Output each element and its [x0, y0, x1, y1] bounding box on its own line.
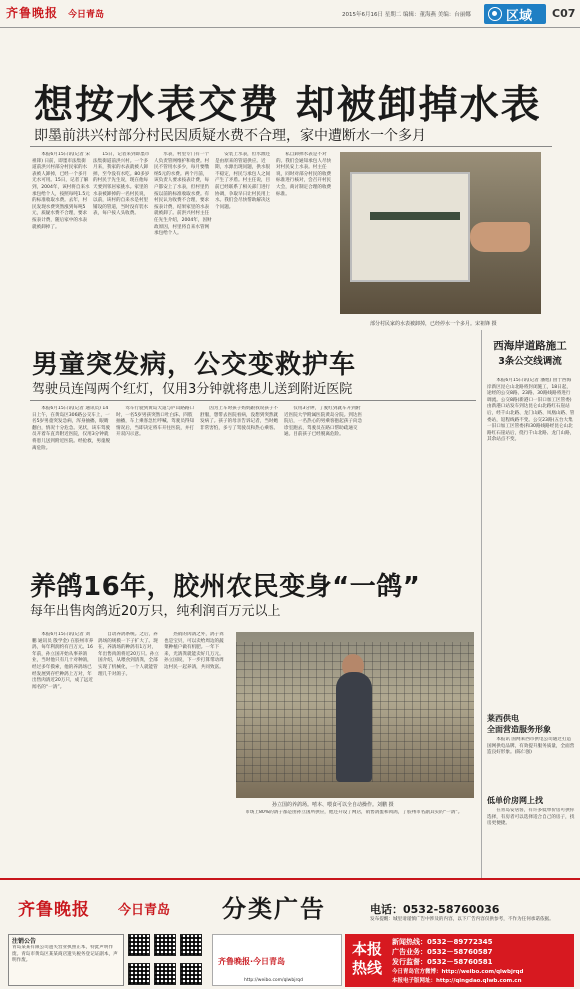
- story1-subhead: 即墨前洪兴村部分村民因质疑水费不合理，家中遭断水一个多月: [34, 128, 426, 144]
- story3-column-3: [164, 632, 226, 872]
- hotline-weibo[interactable]: 今日青岛官方微博：http://weibo.com/qlwbjrqd: [392, 969, 524, 975]
- banner-divider: [0, 878, 580, 880]
- header-divider: [0, 27, 580, 28]
- sidebar-house-headline[interactable]: 低单价房网上找: [487, 796, 543, 805]
- photo-farmer: [336, 672, 372, 782]
- story1-caption: 部分村民家的水表被卸掉，已经停水一个多月。宋祖锋 摄: [370, 321, 497, 327]
- story1-column-3: [154, 152, 212, 334]
- story3-caption: 孙立国的养鸽场。嘻本、喂食可以全自动操作。刘鹏 摄: [272, 802, 394, 808]
- banner-logo-sub: 今日青岛: [118, 903, 171, 918]
- story1-column-1: [32, 152, 90, 334]
- header-logo: 齐鲁晚报: [6, 6, 59, 20]
- story1-text-2: 15日，记者来到即墨市法集街道前洪兴村。一个多月来，我家的水表就被人卸掉，至今没有水吃。80多岁的村民于先生说，现在他每天要到邻居家挑水。家里的水表被卸掉的一名村民说，以前，该村的自来水是村里铺设的管道，当时没有装水表，每户按人头收费。: [93, 152, 150, 217]
- qr-code-icon[interactable]: [128, 963, 150, 985]
- story2-text-4: 仅用3分钟，了驶红到就车开到附近医院大学附属医院黄岛分院。到达医院后，一名热心的男乘客抱起孩子向急诊室跑去，驾驶员在路口帮助疏通交通。目前孩子已经脱离危险。: [284, 406, 363, 438]
- story2-text-3: 因为上车时孩子妈妈跟我说孩子不舒服，想带去医院看病，没想到突然就发病了。孩子的母亲告诉记者，当时她非常害怕，多亏了驾驶员和热心乘客。: [200, 406, 279, 431]
- header-meta: 2015年6月16日 星期二 编辑：董海燕 美编：台丽娜: [342, 12, 471, 18]
- hotline-website[interactable]: 本报电子版网址：http://qingdao.qlwb.com.cn: [392, 978, 522, 984]
- sidebar-house-text: 在青岛安居客，有许多低单价房可供你选择，有房者可以选择适合自己的房子，找房更便捷。: [487, 808, 575, 827]
- sidebar-bus-body: [487, 378, 575, 708]
- region-badge: [484, 4, 546, 24]
- sidebar-power-subhead: 全面营造服务形象: [487, 725, 551, 734]
- story3-text-4: 市场上80%的鸽子都是由孙立国所供应，他还开设了网店，销售鸽蛋和肉鸽，了胶州市名副其实的“一鸽”。: [245, 810, 463, 815]
- photo-hand: [470, 222, 530, 252]
- banner-phone[interactable]: 电话：0532-58760036: [370, 903, 500, 916]
- region-icon: [488, 7, 502, 21]
- notice-heading: 注销公告: [12, 938, 37, 945]
- story2-subhead: 驾驶员连闯两个红灯，仅用3分钟就将患儿送到附近医院: [32, 382, 353, 397]
- story2-column-1: [32, 406, 112, 556]
- sidebar-bus-headline[interactable]: 西海岸道路施工: [493, 340, 567, 352]
- qr-code-icon[interactable]: [128, 934, 150, 956]
- story1-column-2: [93, 152, 151, 334]
- story3-text-3: 热销的肉鸽之外，鸽子粪也是宝贝，可以卖给周边的蔬菜种植户做有机肥。一年下来，光鸽粪就能卖好几万元。孙立国说，下一步打算带动周边村民一起养鸽，共同致富。: [164, 632, 224, 670]
- story1-text-1: 本报6月15日讯(记者 宋祖锋) 日前，即墨市法集街道前洪兴村部分村民家的水表被人卸掉，已经一个多月无水可用。15日，记者了解到，2004年，该村将自来水承包给个人，按照每吨1.5元的标准收取水费。去年，村民发现水费突然涨到每吨5元，质疑水费不合理，要求按表计费，随后家中的水表就被卸掉了。: [32, 152, 90, 230]
- story2-column-2: [116, 406, 196, 556]
- weibo-label: 齐鲁晚报·今日青岛: [218, 957, 286, 966]
- qr-code-icon[interactable]: [154, 934, 176, 956]
- story1-text-4: 安装上水表，但水源还是由原来的管道供应。近期，水源出现问题，供水很不稳定，村民与承包人之间产生了矛盾。村主任说，目前已经联系了相关部门进行协调，争取早日让村民用上水。我们会尽快帮助解决这个问题。: [215, 152, 271, 210]
- notice-body: 青岛某某有限公司遗失营业执照正本，特此声明作废。青岛市黄岛区某某商店遗失税务登记证副本，声明作废。: [12, 945, 118, 964]
- story3-headline[interactable]: 养鸽16年，胶州农民变身“一鸽”: [30, 572, 421, 602]
- hotline-label: 本报热线: [352, 940, 383, 977]
- story2-column-4: [284, 406, 364, 556]
- story1-text-5: 私自卸掉水表是不对的。我们会通知承包人尽快对村民安上水表。村主任说，同时对部分村民的收费标准进行核对，会召开村民大会，商讨制定合理的收费标准。: [276, 152, 332, 197]
- story3-column-2: [98, 632, 160, 872]
- weibo-url[interactable]: http://weibo.com/qlwbjrqd: [244, 978, 303, 983]
- qr-code-icon[interactable]: [180, 963, 202, 985]
- qr-code-icon[interactable]: [154, 963, 176, 985]
- story3-text-2: 自动养鸽系统。之后，养鸽场的规模一下子扩大了。现在，养鸽场的种鸽有1万对，年出售肉鸽将近20万只。孙立国介绍，从喂食到清粪，全部实现了机械化，一个人就能管理几千对鸽子。: [98, 632, 159, 677]
- sidebar-bus-text: 本报6月15日讯(记者 潘旭) 由于西海岸新区昆仑山北路将封闭施工，18日起，途经的公交8路、23路、30路线路将进行调流。公交8路(新港口一旧口加工区管委)由新港口站发车到达昆仑山北路红石崖站后，经千山北路、龙门山路、凤凰山路、管委站，返程线路不变。公交23路(五台大集一旧口加工区管委)和30路线路经昆仑山北路红石崖站后，绕行千山北路、龙门山路，其余站点不变。: [487, 378, 575, 443]
- sidebar-power-headline[interactable]: 莱西供电: [487, 714, 519, 723]
- water-meter-photo[interactable]: [340, 152, 541, 314]
- story1-text-3: 水表，村里专门有一个人负责管网维护和收费。村民不管用水多少，每月要缴纳5元的水费。两个月前，该负责人要求按表计费，每户都安上了水表，但村里仍按以前的标准收取水费。有村民认为收费不合理，要求按表计费，结果家里的水表就被卸了。前洪兴村村主任任先生介绍，2004年，因财政原因，村里将自来水管网承包给个人。: [154, 152, 212, 237]
- qr-code-icon[interactable]: [180, 934, 202, 956]
- hotline-ads[interactable]: 广告业务：0532－58760587: [392, 948, 493, 956]
- story2-column-3: [200, 406, 280, 556]
- sidebar-power-body: [487, 737, 575, 775]
- story1-column-4: [215, 152, 273, 334]
- header-logo-sub: 今日青岛: [68, 10, 105, 20]
- region-label: 区域: [506, 8, 533, 24]
- banner-title: 分类广告: [222, 895, 326, 923]
- pigeon-farm-photo[interactable]: [236, 632, 474, 798]
- hotline-distribution[interactable]: 发行监督：0532－58760581: [392, 958, 493, 966]
- story3-text-1: 本报6月15日讯(记者 刘鹏 通讯员 殷学金) 在胶州市养鸽，每年利润约有百万元。16年前，孙立国开始从事养鸽业，当时他只有几十对种鸽，经过多年摸索，他的养鸽场已经发展到存栏种鸽上万对，年出售肉鸽近20万只，成了远近闻名的“一鸽”。: [32, 632, 94, 690]
- sidebar-divider: [481, 330, 482, 880]
- qr-code-grid: [128, 934, 208, 988]
- banner-logo: 齐鲁晚报: [18, 900, 90, 920]
- sidebar-house-body: [487, 808, 575, 868]
- sidebar-power-text: 本报讯 国网莱西市供电公司通过打造国网供电品牌，有效提升服务质量，全面营造良好形象。(陈仁强): [487, 737, 575, 756]
- story1-headline[interactable]: 想按水表交费 却被卸掉水表: [34, 83, 542, 128]
- story2-headline[interactable]: 男童突发病，公交变救护车: [32, 350, 357, 380]
- story3-subhead: 每年出售肉鸽近20万只，纯利润百万元以上: [30, 604, 281, 619]
- photo-wall: [350, 172, 470, 282]
- sidebar-bus-subhead: 3条公交线调流: [498, 356, 562, 367]
- story3-column-1: [32, 632, 94, 872]
- story2-text-1: 本报6月15日讯(记者 通讯员) 14日上午，在黄岛区306路公交车上，一名5岁男童突发急病，浑身抽搐，眼睛翻白，情况十分危急。见状，该车驾驶员开着车直奔附近医院，仅用3分钟就将患儿送到附近医院。经抢救，男童脱离危险。: [32, 406, 111, 451]
- photo-pipe: [370, 212, 460, 220]
- page-number: C07: [552, 7, 576, 20]
- story2-text-2: 驾车行驶到黄岛大道与庐山路路口时，一名5岁男孩突然口吐白沫、四肢抽搐，车上乘客急忙呼喊。驾驶员得知情况后，当即决定将车开往医院，并打开双闪示意。: [116, 406, 195, 438]
- story3-column-4: [236, 810, 474, 872]
- banner-note: 发布提醒：城里请谨慎广告中涉及的内容，以下广告内容仅供参考，不作为任何承诺依据。: [370, 917, 554, 922]
- hotline-news[interactable]: 新闻热线：0532－89772345: [392, 938, 493, 946]
- story2-divider: [30, 400, 476, 401]
- story1-divider: [30, 146, 552, 147]
- story1-column-5: [276, 152, 334, 334]
